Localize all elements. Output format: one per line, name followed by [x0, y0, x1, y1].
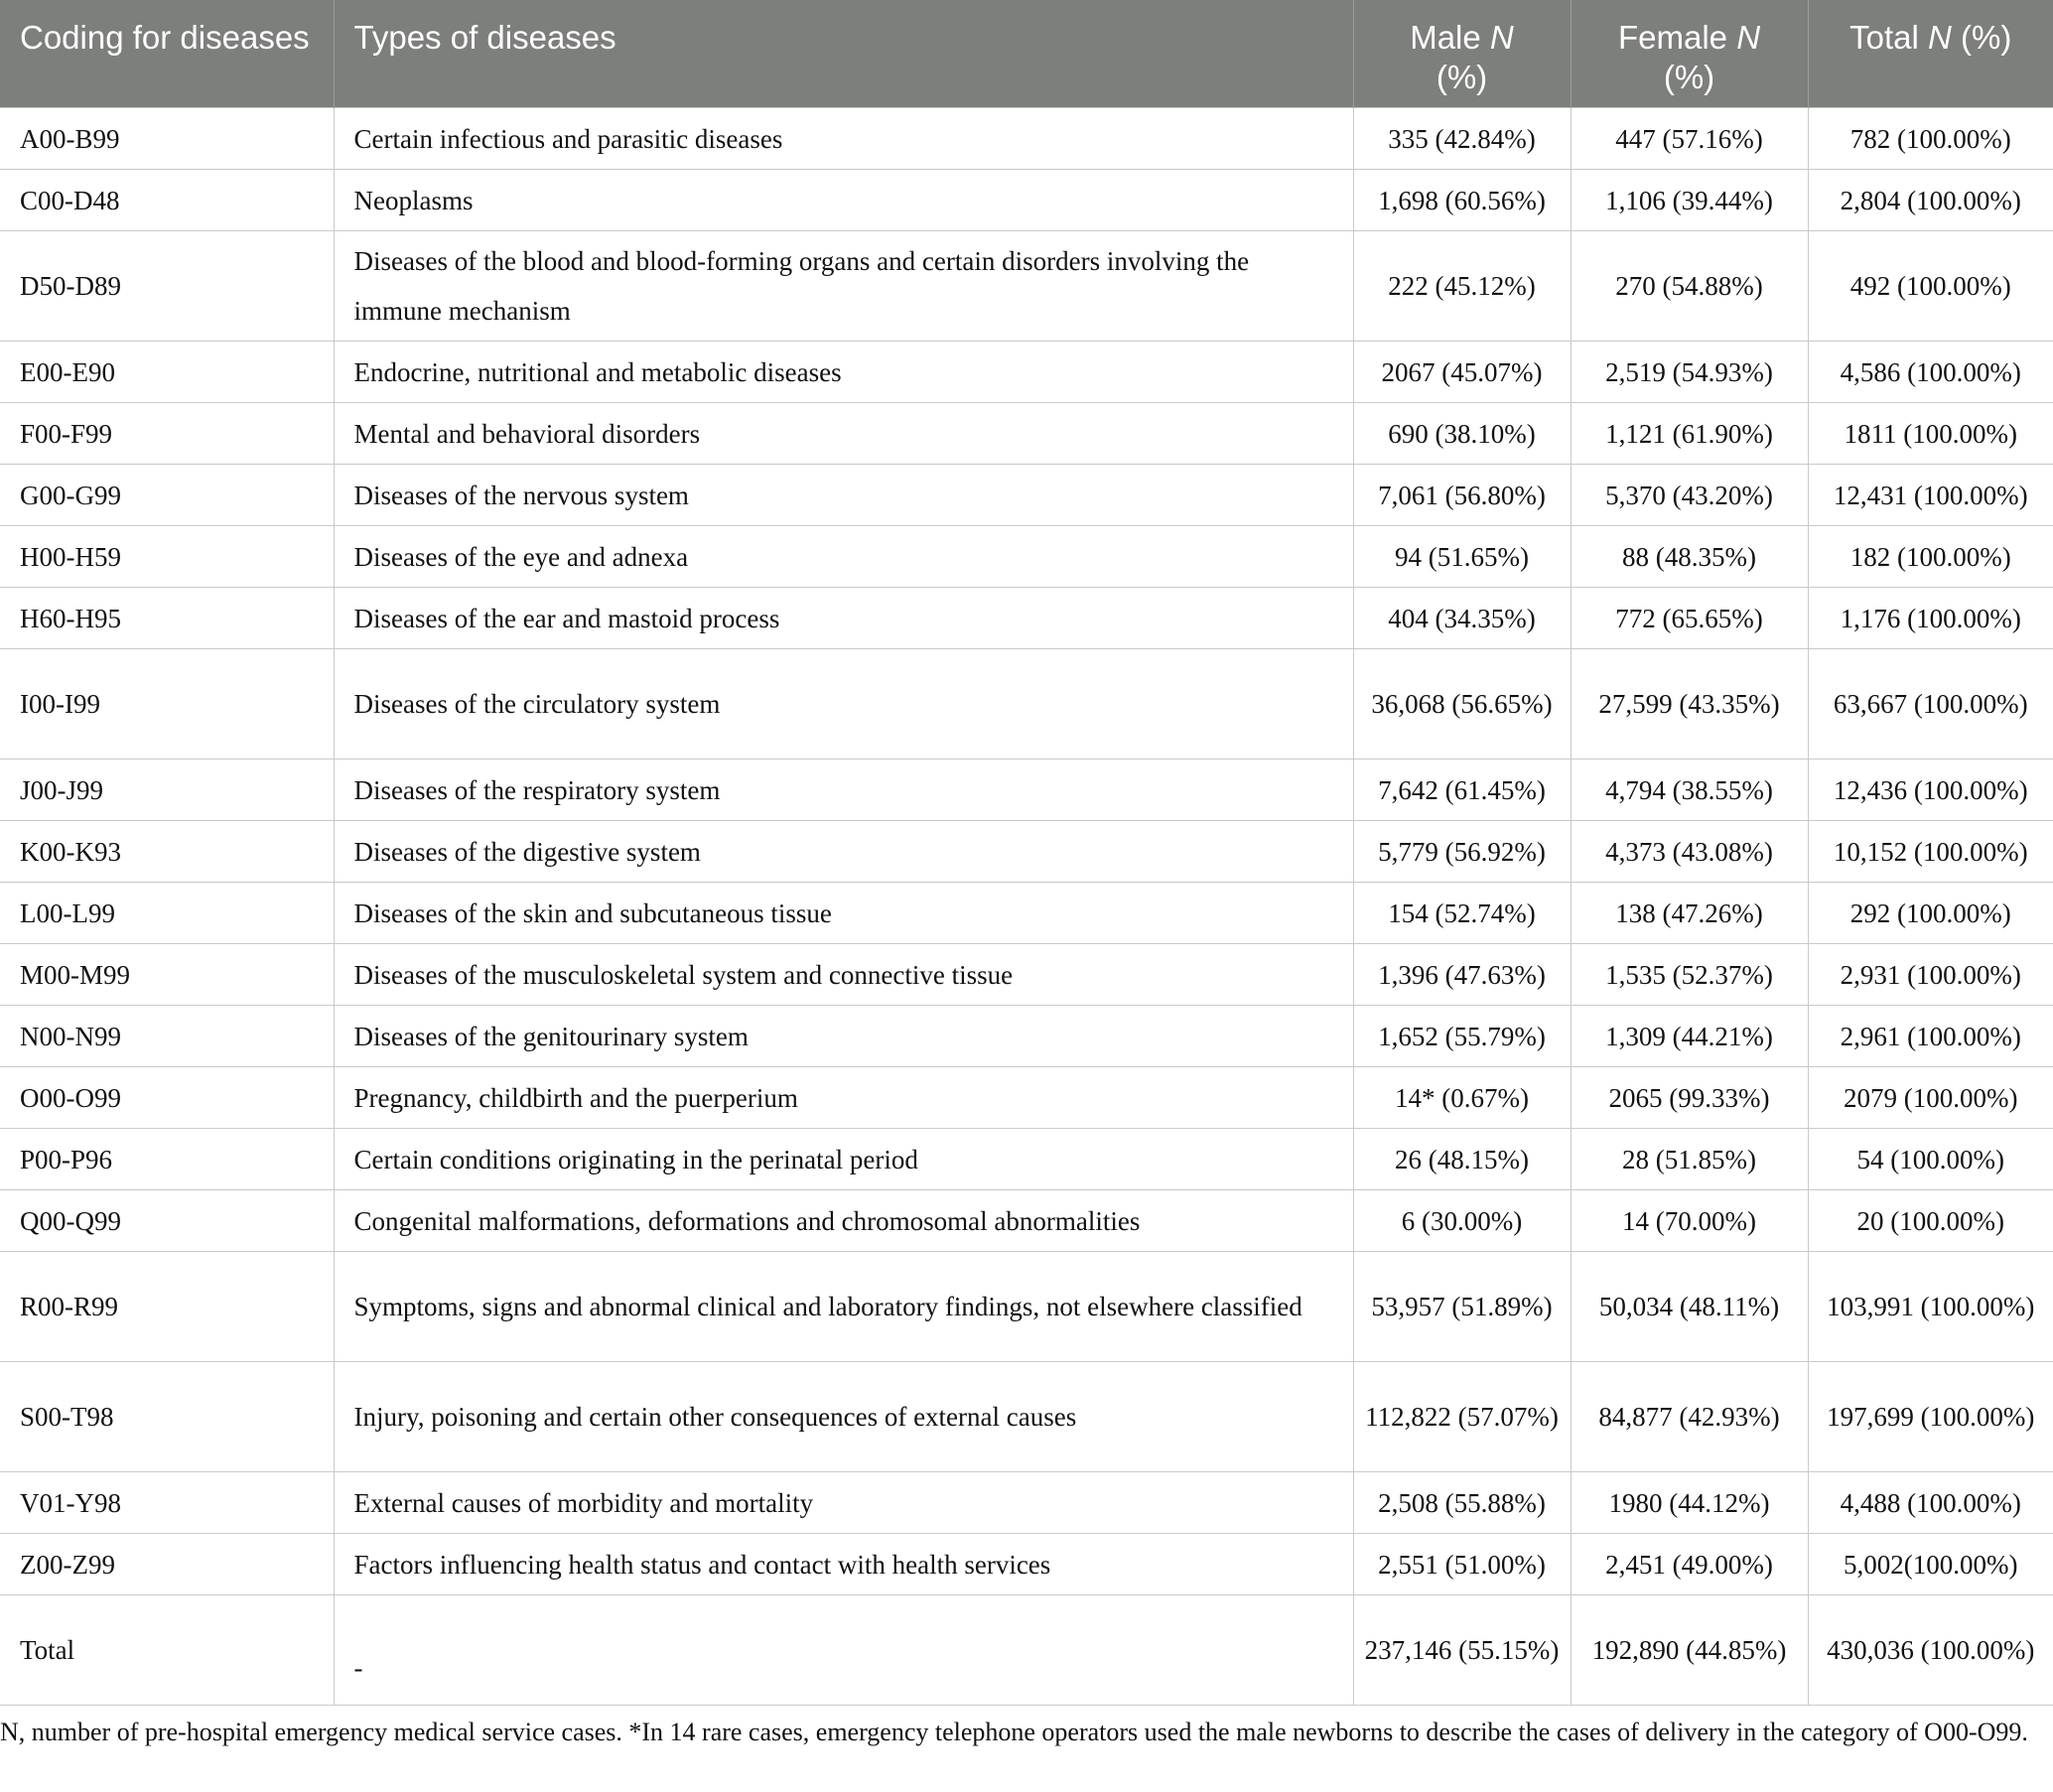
table-row — [0, 526, 2053, 588]
header-type — [334, 0, 1353, 108]
cell-code: H00-H59 — [0, 526, 334, 588]
table-body — [0, 108, 2053, 1706]
cell-type: - — [334, 1595, 1353, 1706]
cell-type: Pregnancy, childbirth and the puerperium — [334, 1067, 1353, 1129]
cell-code: M00-M99 — [0, 944, 334, 1006]
cell-female: 1,535 (52.37%) — [1571, 944, 1808, 1006]
cell-female: 14 (70.00%) — [1571, 1190, 1808, 1252]
table-row — [0, 1472, 2053, 1534]
cell-type: External causes of morbidity and mortality — [334, 1472, 1353, 1534]
table-row — [0, 1534, 2053, 1595]
cell-total: 197,699 (100.00%) — [1808, 1362, 2053, 1472]
cell-code: G00-G99 — [0, 465, 334, 526]
header-female — [1571, 0, 1808, 108]
cell-female: 88 (48.35%) — [1571, 526, 1808, 588]
cell-male: 222 (45.12%) — [1353, 231, 1571, 342]
cell-male: 1,396 (47.63%) — [1353, 944, 1571, 1006]
cell-total: 103,991 (100.00%) — [1808, 1252, 2053, 1362]
cell-code: A00-B99 — [0, 108, 334, 170]
cell-code: Z00-Z99 — [0, 1534, 334, 1595]
cell-total: 10,152 (100.00%) — [1808, 821, 2053, 883]
cell-total: 12,436 (100.00%) — [1808, 759, 2053, 821]
cell-total: 182 (100.00%) — [1808, 526, 2053, 588]
cell-code: D50-D89 — [0, 231, 334, 342]
cell-type: Diseases of the nervous system — [334, 465, 1353, 526]
cell-female: 4,794 (38.55%) — [1571, 759, 1808, 821]
cell-female: 138 (47.26%) — [1571, 883, 1808, 944]
cell-code: R00-R99 — [0, 1252, 334, 1362]
header-male-suffix: (%) — [1436, 59, 1488, 95]
cell-type: Congenital malformations, deformations and chromosomal abnormalities — [334, 1190, 1353, 1252]
cell-female: 2,519 (54.93%) — [1571, 342, 1808, 403]
cell-male: 2067 (45.07%) — [1353, 342, 1571, 403]
cell-male: 404 (34.35%) — [1353, 588, 1571, 649]
cell-type: Diseases of the eye and adnexa — [334, 526, 1353, 588]
cell-male: 690 (38.10%) — [1353, 403, 1571, 465]
cell-male: 237,146 (55.15%) — [1353, 1595, 1571, 1706]
cell-female: 1,309 (44.21%) — [1571, 1006, 1808, 1067]
cell-code: P00-P96 — [0, 1129, 334, 1190]
cell-type: Certain infectious and parasitic diseases — [334, 108, 1353, 170]
cell-type: Certain conditions originating in the perinatal period — [334, 1129, 1353, 1190]
cell-code: K00-K93 — [0, 821, 334, 883]
cell-male: 335 (42.84%) — [1353, 108, 1571, 170]
table-row — [0, 170, 2053, 231]
cell-code: V01-Y98 — [0, 1472, 334, 1534]
cell-female: 1980 (44.12%) — [1571, 1472, 1808, 1534]
cell-male: 53,957 (51.89%) — [1353, 1252, 1571, 1362]
cell-total: 292 (100.00%) — [1808, 883, 2053, 944]
cell-type: Injury, poisoning and certain other consequences of external causes — [334, 1362, 1353, 1472]
cell-total: 63,667 (100.00%) — [1808, 649, 2053, 759]
cell-male: 154 (52.74%) — [1353, 883, 1571, 944]
cell-female: 1,121 (61.90%) — [1571, 403, 1808, 465]
header-female-suffix: (%) — [1663, 59, 1715, 95]
cell-type: Diseases of the blood and blood-forming organs and certain disorders involving the immune mechanism — [334, 231, 1353, 342]
cell-male: 2,551 (51.00%) — [1353, 1534, 1571, 1595]
cell-type: Symptoms, signs and abnormal clinical and laboratory findings, not elsewhere classified — [334, 1252, 1353, 1362]
cell-total: 54 (100.00%) — [1808, 1129, 2053, 1190]
cell-total: 1,176 (100.00%) — [1808, 588, 2053, 649]
cell-total: 492 (100.00%) — [1808, 231, 2053, 342]
cell-code: E00-E90 — [0, 342, 334, 403]
table-row — [0, 588, 2053, 649]
cell-male: 112,822 (57.07%) — [1353, 1362, 1571, 1472]
table-row — [0, 403, 2053, 465]
header-female-n: N — [1736, 19, 1761, 56]
cell-total: 2,961 (100.00%) — [1808, 1006, 2053, 1067]
cell-code: I00-I99 — [0, 649, 334, 759]
cell-type: Endocrine, nutritional and metabolic diseases — [334, 342, 1353, 403]
cell-total: 1811 (100.00%) — [1808, 403, 2053, 465]
cell-total: 2079 (100.00%) — [1808, 1067, 2053, 1129]
header-male-n: N — [1489, 19, 1514, 56]
cell-male: 36,068 (56.65%) — [1353, 649, 1571, 759]
cell-total: 20 (100.00%) — [1808, 1190, 2053, 1252]
cell-male: 7,642 (61.45%) — [1353, 759, 1571, 821]
cell-male: 14* (0.67%) — [1353, 1067, 1571, 1129]
cell-male: 6 (30.00%) — [1353, 1190, 1571, 1252]
header-row — [0, 0, 2053, 108]
cell-female: 772 (65.65%) — [1571, 588, 1808, 649]
table-row — [0, 1362, 2053, 1472]
cell-male: 2,508 (55.88%) — [1353, 1472, 1571, 1534]
cell-male: 7,061 (56.80%) — [1353, 465, 1571, 526]
header-code — [0, 0, 334, 108]
cell-female: 84,877 (42.93%) — [1571, 1362, 1808, 1472]
header-female-prefix: Female — [1617, 19, 1737, 56]
table-row — [0, 465, 2053, 526]
cell-total: 4,586 (100.00%) — [1808, 342, 2053, 403]
cell-female: 5,370 (43.20%) — [1571, 465, 1808, 526]
cell-type: Diseases of the skin and subcutaneous tissue — [334, 883, 1353, 944]
table-row — [0, 1252, 2053, 1362]
cell-total: 4,488 (100.00%) — [1808, 1472, 2053, 1534]
cell-type: Diseases of the genitourinary system — [334, 1006, 1353, 1067]
table-row-total — [0, 1595, 2053, 1706]
header-total-suffix: (%) — [1951, 19, 2012, 56]
cell-type: Neoplasms — [334, 170, 1353, 231]
header-total-n: N — [1928, 19, 1952, 56]
cell-code: C00-D48 — [0, 170, 334, 231]
header-total — [1808, 0, 2053, 108]
cell-code: L00-L99 — [0, 883, 334, 944]
cell-female: 1,106 (39.44%) — [1571, 170, 1808, 231]
table-row — [0, 231, 2053, 342]
cell-total: 5,002(100.00%) — [1808, 1534, 2053, 1595]
cell-type: Diseases of the musculoskeletal system and connective tissue — [334, 944, 1353, 1006]
cell-female: 50,034 (48.11%) — [1571, 1252, 1808, 1362]
cell-type: Mental and behavioral disorders — [334, 403, 1353, 465]
header-code-label: Coding for diseases — [20, 19, 310, 56]
table-footnote: N, number of pre-hospital emergency medical service cases. *In 14 rare cases, emergency telephone operators used the male newborns to describe the cases of delivery in the category of O00-O99. — [0, 1718, 2028, 1746]
table-row — [0, 108, 2053, 170]
cell-type: Diseases of the circulatory system — [334, 649, 1353, 759]
cell-code: H60-H95 — [0, 588, 334, 649]
header-total-prefix: Total — [1849, 19, 1929, 56]
cell-type: Diseases of the digestive system — [334, 821, 1353, 883]
cell-total: 2,931 (100.00%) — [1808, 944, 2053, 1006]
cell-type: Diseases of the ear and mastoid process — [334, 588, 1353, 649]
cell-male: 1,698 (60.56%) — [1353, 170, 1571, 231]
cell-female: 2065 (99.33%) — [1571, 1067, 1808, 1129]
table-row — [0, 1190, 2053, 1252]
table-row — [0, 883, 2053, 944]
table-row — [0, 1067, 2053, 1129]
table-row — [0, 342, 2053, 403]
cell-code: J00-J99 — [0, 759, 334, 821]
header-type-label: Types of diseases — [353, 19, 616, 56]
cell-type: Diseases of the respiratory system — [334, 759, 1353, 821]
cell-code: N00-N99 — [0, 1006, 334, 1067]
header-male-prefix: Male — [1410, 19, 1490, 56]
cell-total: 430,036 (100.00%) — [1808, 1595, 2053, 1706]
table-row — [0, 759, 2053, 821]
table-row — [0, 821, 2053, 883]
cell-male: 94 (51.65%) — [1353, 526, 1571, 588]
cell-code: S00-T98 — [0, 1362, 334, 1472]
table-row — [0, 649, 2053, 759]
cell-male: 26 (48.15%) — [1353, 1129, 1571, 1190]
table-row — [0, 1006, 2053, 1067]
header-male — [1353, 0, 1571, 108]
cell-female: 28 (51.85%) — [1571, 1129, 1808, 1190]
cell-male: 1,652 (55.79%) — [1353, 1006, 1571, 1067]
cell-type: Factors influencing health status and contact with health services — [334, 1534, 1353, 1595]
table-row — [0, 1129, 2053, 1190]
cell-female: 447 (57.16%) — [1571, 108, 1808, 170]
cell-female: 270 (54.88%) — [1571, 231, 1808, 342]
cell-total: 2,804 (100.00%) — [1808, 170, 2053, 231]
cell-code: F00-F99 — [0, 403, 334, 465]
cell-code: Total — [0, 1595, 334, 1706]
cell-female: 4,373 (43.08%) — [1571, 821, 1808, 883]
cell-female: 192,890 (44.85%) — [1571, 1595, 1808, 1706]
cell-total: 12,431 (100.00%) — [1808, 465, 2053, 526]
cell-code: Q00-Q99 — [0, 1190, 334, 1252]
cell-male: 5,779 (56.92%) — [1353, 821, 1571, 883]
table-header — [0, 0, 2053, 108]
cell-total: 782 (100.00%) — [1808, 108, 2053, 170]
cell-female: 2,451 (49.00%) — [1571, 1534, 1808, 1595]
table-row — [0, 944, 2053, 1006]
cell-female: 27,599 (43.35%) — [1571, 649, 1808, 759]
cell-code: O00-O99 — [0, 1067, 334, 1129]
